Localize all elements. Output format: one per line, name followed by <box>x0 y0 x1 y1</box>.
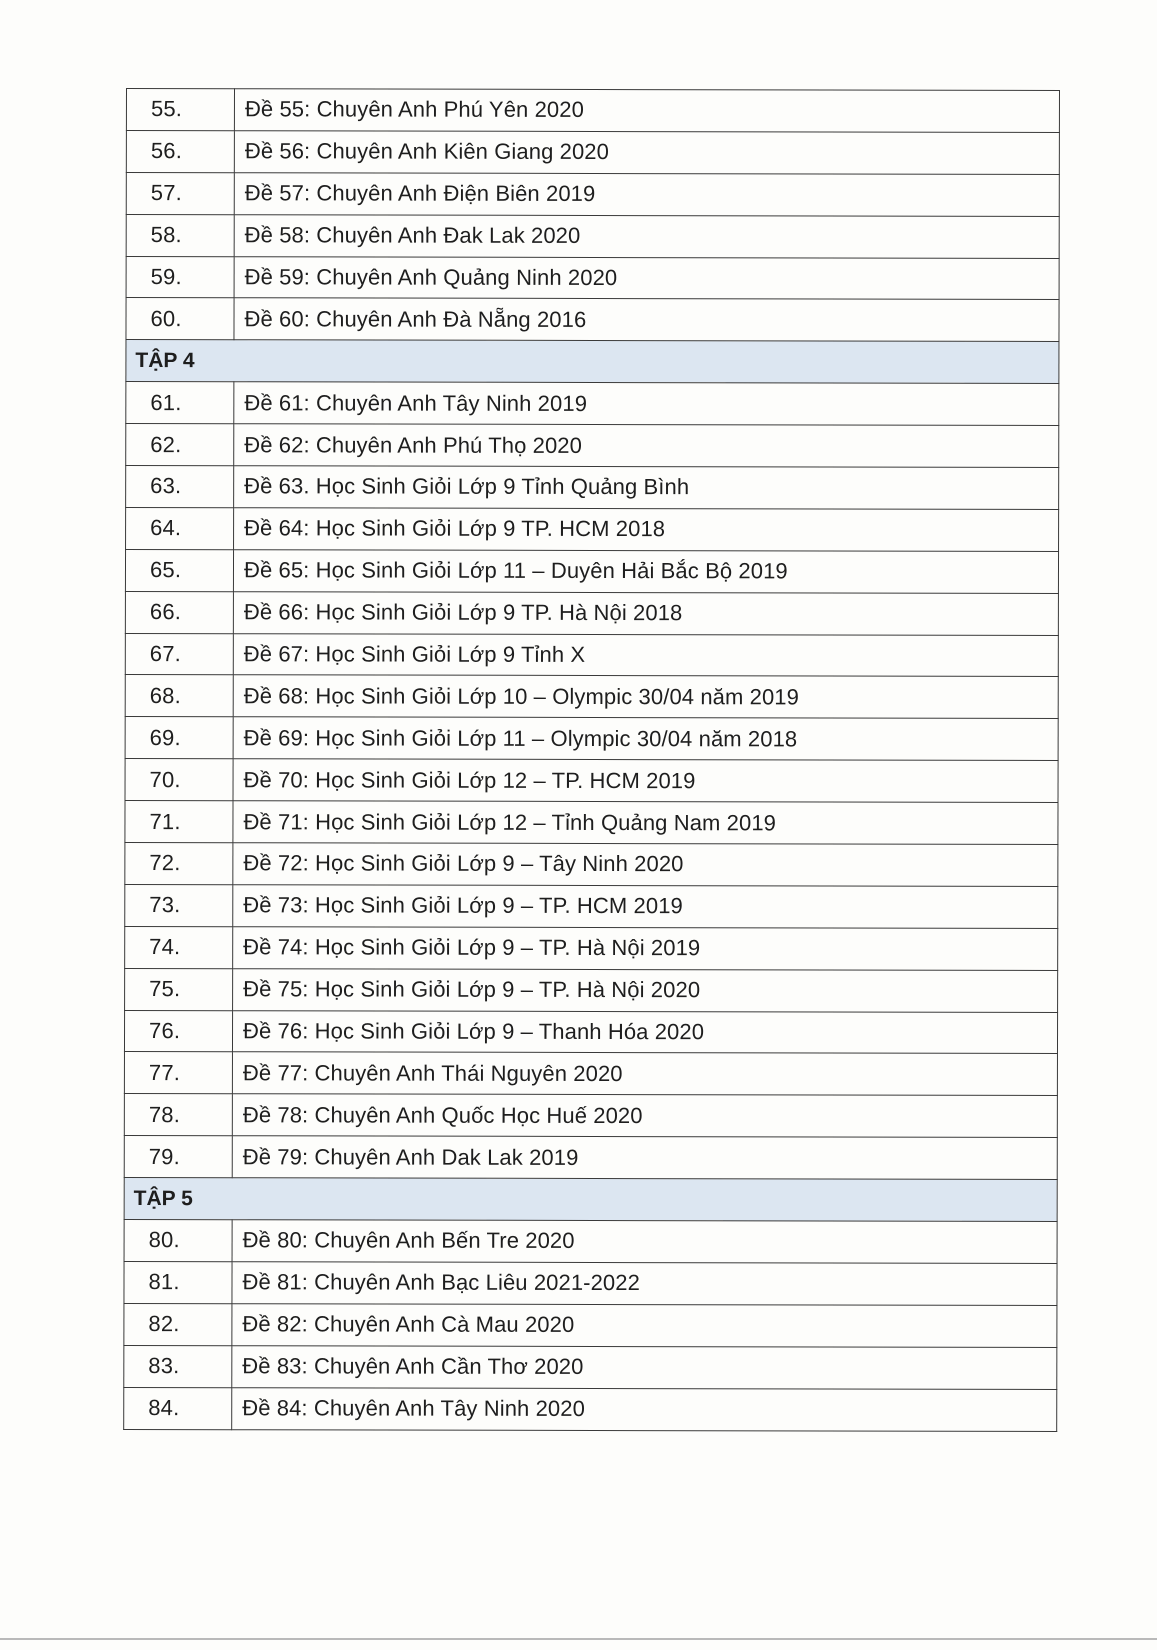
table-row <box>125 759 1058 803</box>
table-row <box>125 843 1058 887</box>
table-row <box>126 382 1059 426</box>
table-row <box>126 298 1059 342</box>
row-title: Đề 78: Chuyên Anh Quốc Học Huế 2020 <box>232 1094 1057 1138</box>
row-number: 68. <box>125 675 233 717</box>
table-row <box>124 1010 1057 1054</box>
row-number: 70. <box>125 759 233 801</box>
table-row <box>124 1220 1057 1264</box>
table-row <box>125 801 1058 845</box>
table-row <box>126 424 1059 468</box>
row-number: 81. <box>124 1261 232 1303</box>
section-header-row <box>124 1178 1057 1222</box>
row-number: 77. <box>124 1052 232 1094</box>
row-number: 55. <box>126 89 234 131</box>
row-number: 78. <box>124 1094 232 1136</box>
toc-body <box>124 89 1060 1431</box>
table-row <box>126 466 1059 510</box>
table-row <box>125 675 1058 719</box>
row-title: Đề 58: Chuyên Anh Đak Lak 2020 <box>234 214 1059 258</box>
table-row <box>125 968 1058 1012</box>
row-number: 66. <box>125 591 233 633</box>
row-title: Đề 68: Học Sinh Giỏi Lớp 10 – Olympic 30/04 năm 2019 <box>233 675 1058 719</box>
row-title: Đề 57: Chuyên Anh Điện Biên 2019 <box>234 173 1059 217</box>
row-number: 56. <box>126 130 234 172</box>
row-number: 80. <box>124 1220 232 1262</box>
row-title: Đề 60: Chuyên Anh Đà Nẵng 2016 <box>234 298 1059 342</box>
row-title: Đề 64: Học Sinh Giỏi Lớp 9 TP. HCM 2018 <box>234 508 1059 552</box>
row-title: Đề 83: Chuyên Anh Cần Thơ 2020 <box>232 1345 1057 1389</box>
row-number: 76. <box>124 1010 232 1052</box>
row-title: Đề 74: Học Sinh Giỏi Lớp 9 – TP. Hà Nội 2019 <box>233 927 1058 971</box>
row-title: Đề 71: Học Sinh Giỏi Lớp 12 – Tỉnh Quảng Nam 2019 <box>233 801 1058 845</box>
row-number: 79. <box>124 1136 232 1178</box>
table-row <box>124 1136 1057 1180</box>
section-title: TẬP 4 <box>126 340 1059 384</box>
section-title: TẬP 5 <box>124 1178 1057 1222</box>
row-number: 61. <box>126 382 234 424</box>
table-row <box>124 1094 1057 1138</box>
row-title: Đề 73: Học Sinh Giỏi Lớp 9 – TP. HCM 2019 <box>233 885 1058 929</box>
row-title: Đề 69: Học Sinh Giỏi Lớp 11 – Olympic 30/04 năm 2018 <box>233 717 1058 761</box>
table-row <box>124 1261 1057 1305</box>
row-title: Đề 84: Chuyên Anh Tây Ninh 2020 <box>232 1387 1057 1431</box>
table-row <box>126 89 1059 133</box>
table-row <box>126 256 1059 300</box>
row-number: 65. <box>125 549 233 591</box>
page-bottom-edge <box>0 1638 1157 1640</box>
table-row <box>125 549 1058 593</box>
table-row <box>126 214 1059 258</box>
row-number: 69. <box>125 717 233 759</box>
row-title: Đề 56: Chuyên Anh Kiên Giang 2020 <box>234 131 1059 175</box>
table-row <box>124 1387 1057 1431</box>
table-row <box>124 1052 1057 1096</box>
row-title: Đề 67: Học Sinh Giỏi Lớp 9 Tỉnh X <box>233 633 1058 677</box>
row-number: 59. <box>126 256 234 298</box>
row-title: Đề 59: Chuyên Anh Quảng Ninh 2020 <box>234 256 1059 300</box>
row-number: 73. <box>125 884 233 926</box>
table-row <box>125 926 1058 970</box>
row-number: 82. <box>124 1303 232 1345</box>
row-title: Đề 79: Chuyên Anh Dak Lak 2019 <box>232 1136 1057 1180</box>
section-header-row <box>126 340 1059 384</box>
table-row <box>125 591 1058 635</box>
row-title: Đề 62: Chuyên Anh Phú Thọ 2020 <box>234 424 1059 468</box>
table-row <box>126 172 1059 216</box>
row-title: Đề 63. Học Sinh Giỏi Lớp 9 Tỉnh Quảng Bình <box>234 466 1059 510</box>
row-title: Đề 80: Chuyên Anh Bến Tre 2020 <box>232 1220 1057 1264</box>
row-title: Đề 81: Chuyên Anh Bạc Liêu 2021-2022 <box>232 1262 1057 1306</box>
row-title: Đề 55: Chuyên Anh Phú Yên 2020 <box>234 89 1059 133</box>
row-title: Đề 72: Học Sinh Giỏi Lớp 9 – Tây Ninh 2020 <box>233 843 1058 887</box>
row-number: 64. <box>126 507 234 549</box>
row-title: Đề 66: Học Sinh Giỏi Lớp 9 TP. Hà Nội 2018 <box>233 591 1058 635</box>
row-number: 71. <box>125 801 233 843</box>
table-row <box>126 507 1059 551</box>
table-row <box>124 1303 1057 1347</box>
row-number: 67. <box>125 633 233 675</box>
row-number: 83. <box>124 1345 232 1387</box>
table-of-contents <box>123 88 1060 1431</box>
row-title: Đề 76: Học Sinh Giỏi Lớp 9 – Thanh Hóa 2020 <box>232 1010 1057 1054</box>
table-row <box>124 1345 1057 1389</box>
table-row <box>125 633 1058 677</box>
table-row <box>125 717 1058 761</box>
row-title: Đề 61: Chuyên Anh Tây Ninh 2019 <box>234 382 1059 426</box>
row-title: Đề 77: Chuyên Anh Thái Nguyên 2020 <box>232 1052 1057 1096</box>
row-number: 84. <box>124 1387 232 1429</box>
row-number: 74. <box>125 926 233 968</box>
row-title: Đề 65: Học Sinh Giỏi Lớp 11 – Duyên Hải Bắc Bộ 2019 <box>233 550 1058 594</box>
row-title: Đề 70: Học Sinh Giỏi Lớp 12 – TP. HCM 2019 <box>233 759 1058 803</box>
row-number: 62. <box>126 424 234 466</box>
row-title: Đề 82: Chuyên Anh Cà Mau 2020 <box>232 1304 1057 1348</box>
table-row <box>125 884 1058 928</box>
row-number: 63. <box>126 466 234 508</box>
row-title: Đề 75: Học Sinh Giỏi Lớp 9 – TP. Hà Nội 2020 <box>233 968 1058 1012</box>
row-number: 58. <box>126 214 234 256</box>
row-number: 75. <box>125 968 233 1010</box>
row-number: 60. <box>126 298 234 340</box>
row-number: 57. <box>126 172 234 214</box>
table-row <box>126 130 1059 174</box>
row-number: 72. <box>125 843 233 885</box>
